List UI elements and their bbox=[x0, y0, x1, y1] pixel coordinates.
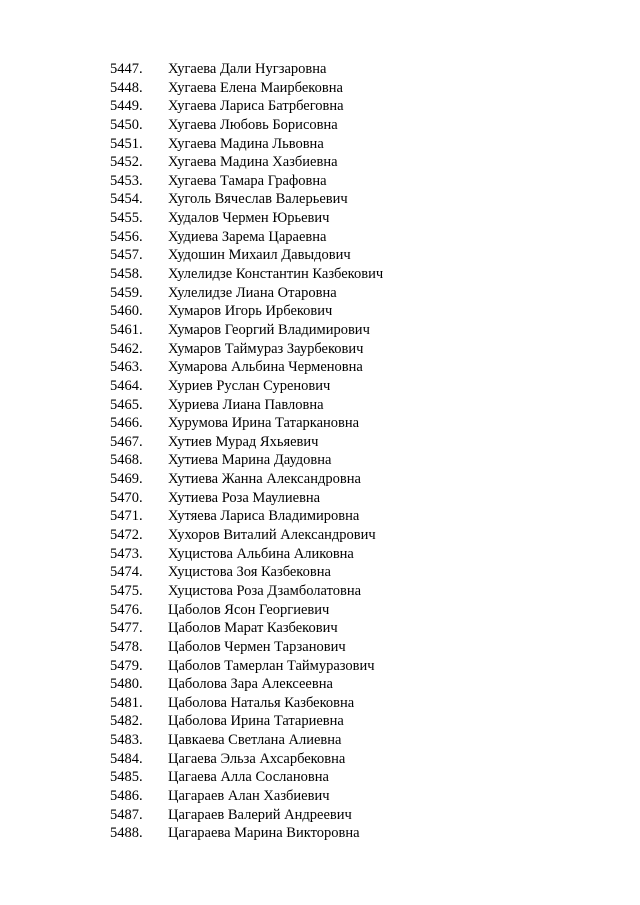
entry-full-name: Цаболов Марат Казбекович bbox=[168, 620, 338, 637]
entry-number: 5449. bbox=[110, 98, 143, 115]
list-item bbox=[0, 507, 640, 526]
entry-number: 5455. bbox=[110, 210, 143, 227]
list-item bbox=[0, 824, 640, 843]
entry-number: 5447. bbox=[110, 61, 143, 77]
entry-number: 5463. bbox=[110, 359, 143, 376]
entry-full-name: Цаболова Наталья Казбековна bbox=[168, 694, 355, 711]
list-item bbox=[0, 750, 640, 769]
entry-full-name: Хулелидзе Константин Казбекович bbox=[168, 266, 384, 283]
list-item bbox=[0, 246, 640, 265]
entry-full-name: Хумаров Игорь Ирбекович bbox=[168, 303, 333, 320]
list-item bbox=[0, 806, 640, 825]
list-item bbox=[0, 209, 640, 228]
entry-number: 5452. bbox=[110, 154, 143, 171]
entry-full-name: Хуриева Лиана Павловна bbox=[168, 396, 324, 413]
entry-full-name: Цаболов Чермен Тарзанович bbox=[168, 638, 346, 655]
entry-number: 5476. bbox=[110, 601, 143, 618]
entry-number: 5475. bbox=[110, 582, 143, 599]
entry-full-name: Хутяева Лариса Владимировна bbox=[168, 508, 360, 525]
list-item bbox=[0, 396, 640, 415]
list-item bbox=[0, 265, 640, 284]
entry-full-name: Цагараев Валерий Андреевич bbox=[168, 806, 352, 823]
entry-number: 5482. bbox=[110, 713, 143, 730]
entry-number: 5472. bbox=[110, 527, 143, 544]
entry-number: 5486. bbox=[110, 787, 143, 804]
entry-number: 5474. bbox=[110, 564, 143, 581]
entry-full-name: Хугаева Мадина Хазбиевна bbox=[168, 154, 338, 171]
entry-full-name: Хухоров Виталий Александрович bbox=[168, 527, 376, 544]
list-item bbox=[0, 414, 640, 433]
entry-number: 5458. bbox=[110, 266, 143, 283]
entry-number: 5468. bbox=[110, 452, 143, 469]
entry-number: 5485. bbox=[110, 769, 143, 786]
list-item bbox=[0, 60, 640, 79]
entry-full-name: Хутиева Роза Маулиевна bbox=[168, 489, 321, 506]
entry-number: 5478. bbox=[110, 638, 143, 655]
entry-full-name: Хуцистова Зоя Казбековна bbox=[168, 564, 331, 581]
entry-full-name: Цагаева Алла Сослановна bbox=[168, 769, 329, 786]
entry-number: 5477. bbox=[110, 620, 143, 637]
entry-full-name: Хугаева Любовь Борисовна bbox=[168, 116, 338, 133]
entry-full-name: Цаболов Тамерлан Таймуразович bbox=[168, 657, 375, 674]
entry-full-name: Хугаева Лариса Батрбеговна bbox=[168, 98, 344, 115]
entry-number: 5448. bbox=[110, 79, 143, 96]
entry-number: 5459. bbox=[110, 284, 143, 301]
list-item bbox=[0, 638, 640, 657]
list-item bbox=[0, 172, 640, 191]
entry-number: 5451. bbox=[110, 135, 143, 152]
entry-full-name: Хуцистова Роза Дзамболатовна bbox=[168, 582, 362, 599]
entry-full-name: Хугаева Тамара Графовна bbox=[168, 172, 327, 189]
list-item bbox=[0, 190, 640, 209]
entry-number: 5467. bbox=[110, 433, 143, 450]
entry-full-name: Цагараев Алан Хазбиевич bbox=[168, 787, 330, 804]
entry-number: 5465. bbox=[110, 396, 143, 413]
entry-full-name: Худалов Чермен Юрьевич bbox=[168, 210, 330, 227]
entry-full-name: Хутиева Марина Даудовна bbox=[168, 452, 332, 469]
list-item bbox=[0, 619, 640, 638]
entry-number: 5488. bbox=[110, 825, 143, 842]
list-item bbox=[0, 675, 640, 694]
entry-number: 5481. bbox=[110, 694, 143, 711]
list-item bbox=[0, 545, 640, 564]
entry-full-name: Цаболов Ясон Георгиевич bbox=[168, 601, 330, 618]
list-item bbox=[0, 340, 640, 359]
entry-number: 5466. bbox=[110, 415, 143, 432]
list-item bbox=[0, 433, 640, 452]
list-item bbox=[0, 582, 640, 601]
entry-full-name: Хугаева Мадина Львовна bbox=[168, 135, 324, 152]
entry-full-name: Хулелидзе Лиана Отаровна bbox=[168, 284, 337, 301]
entry-number: 5469. bbox=[110, 471, 143, 488]
list-item bbox=[0, 228, 640, 247]
list-item bbox=[0, 377, 640, 396]
list-item bbox=[0, 694, 640, 713]
list-item bbox=[0, 284, 640, 303]
entry-full-name: Худиева Зарема Цараевна bbox=[168, 228, 327, 245]
entry-number: 5454. bbox=[110, 191, 143, 208]
list-item bbox=[0, 563, 640, 582]
entry-number: 5464. bbox=[110, 377, 143, 394]
list-item bbox=[0, 768, 640, 787]
entry-number: 5460. bbox=[110, 303, 143, 320]
entry-full-name: Хумаров Таймураз Заурбекович bbox=[168, 340, 364, 357]
entry-full-name: Цагаева Эльза Ахсарбековна bbox=[168, 750, 346, 767]
entry-number: 5462. bbox=[110, 340, 143, 357]
list-item bbox=[0, 153, 640, 172]
entry-number: 5456. bbox=[110, 228, 143, 245]
list-item bbox=[0, 135, 640, 154]
list-item bbox=[0, 451, 640, 470]
list-item bbox=[0, 526, 640, 545]
name-list bbox=[0, 60, 640, 843]
entry-number: 5480. bbox=[110, 676, 143, 693]
list-item bbox=[0, 358, 640, 377]
list-item bbox=[0, 97, 640, 116]
entry-number: 5483. bbox=[110, 732, 143, 749]
list-item bbox=[0, 302, 640, 321]
entry-number: 5484. bbox=[110, 750, 143, 767]
list-item bbox=[0, 601, 640, 620]
entry-full-name: Цагараева Марина Викторовна bbox=[168, 825, 360, 842]
list-item bbox=[0, 657, 640, 676]
list-item bbox=[0, 79, 640, 98]
entry-full-name: Хуголь Вячеслав Валерьевич bbox=[168, 191, 348, 208]
entry-full-name: Цаболова Зара Алексеевна bbox=[168, 676, 333, 693]
entry-number: 5461. bbox=[110, 321, 143, 338]
entry-full-name: Цавкаева Светлана Алиевна bbox=[168, 732, 342, 749]
entry-full-name: Худошин Михаил Давыдович bbox=[168, 247, 351, 264]
entry-full-name: Хурумова Ирина Татаркановна bbox=[168, 415, 360, 432]
entry-number: 5453. bbox=[110, 172, 143, 189]
entry-full-name: Хумаров Георгий Владимирович bbox=[168, 321, 370, 338]
entry-number: 5457. bbox=[110, 247, 143, 264]
entry-full-name: Хутиев Мурад Яхьяевич bbox=[168, 433, 319, 450]
entry-number: 5450. bbox=[110, 116, 143, 133]
list-item bbox=[0, 470, 640, 489]
list-item bbox=[0, 489, 640, 508]
list-item bbox=[0, 321, 640, 340]
list-item bbox=[0, 731, 640, 750]
entry-full-name: Хуцистова Альбина Аликовна bbox=[168, 545, 354, 562]
entry-full-name: Хугаева Дали Нугзаровна bbox=[168, 61, 327, 77]
entry-number: 5470. bbox=[110, 489, 143, 506]
entry-full-name: Хуриев Руслан Суренович bbox=[168, 377, 331, 394]
list-item bbox=[0, 712, 640, 731]
entry-number: 5479. bbox=[110, 657, 143, 674]
list-item bbox=[0, 787, 640, 806]
entry-number: 5487. bbox=[110, 806, 143, 823]
entry-full-name: Цаболова Ирина Татариевна bbox=[168, 713, 344, 730]
entry-full-name: Хумарова Альбина Черменовна bbox=[168, 359, 363, 376]
entry-number: 5471. bbox=[110, 508, 143, 525]
entry-number: 5473. bbox=[110, 545, 143, 562]
entry-full-name: Хутиева Жанна Александровна bbox=[168, 471, 361, 488]
list-item bbox=[0, 116, 640, 135]
entry-full-name: Хугаева Елена Маирбековна bbox=[168, 79, 343, 96]
